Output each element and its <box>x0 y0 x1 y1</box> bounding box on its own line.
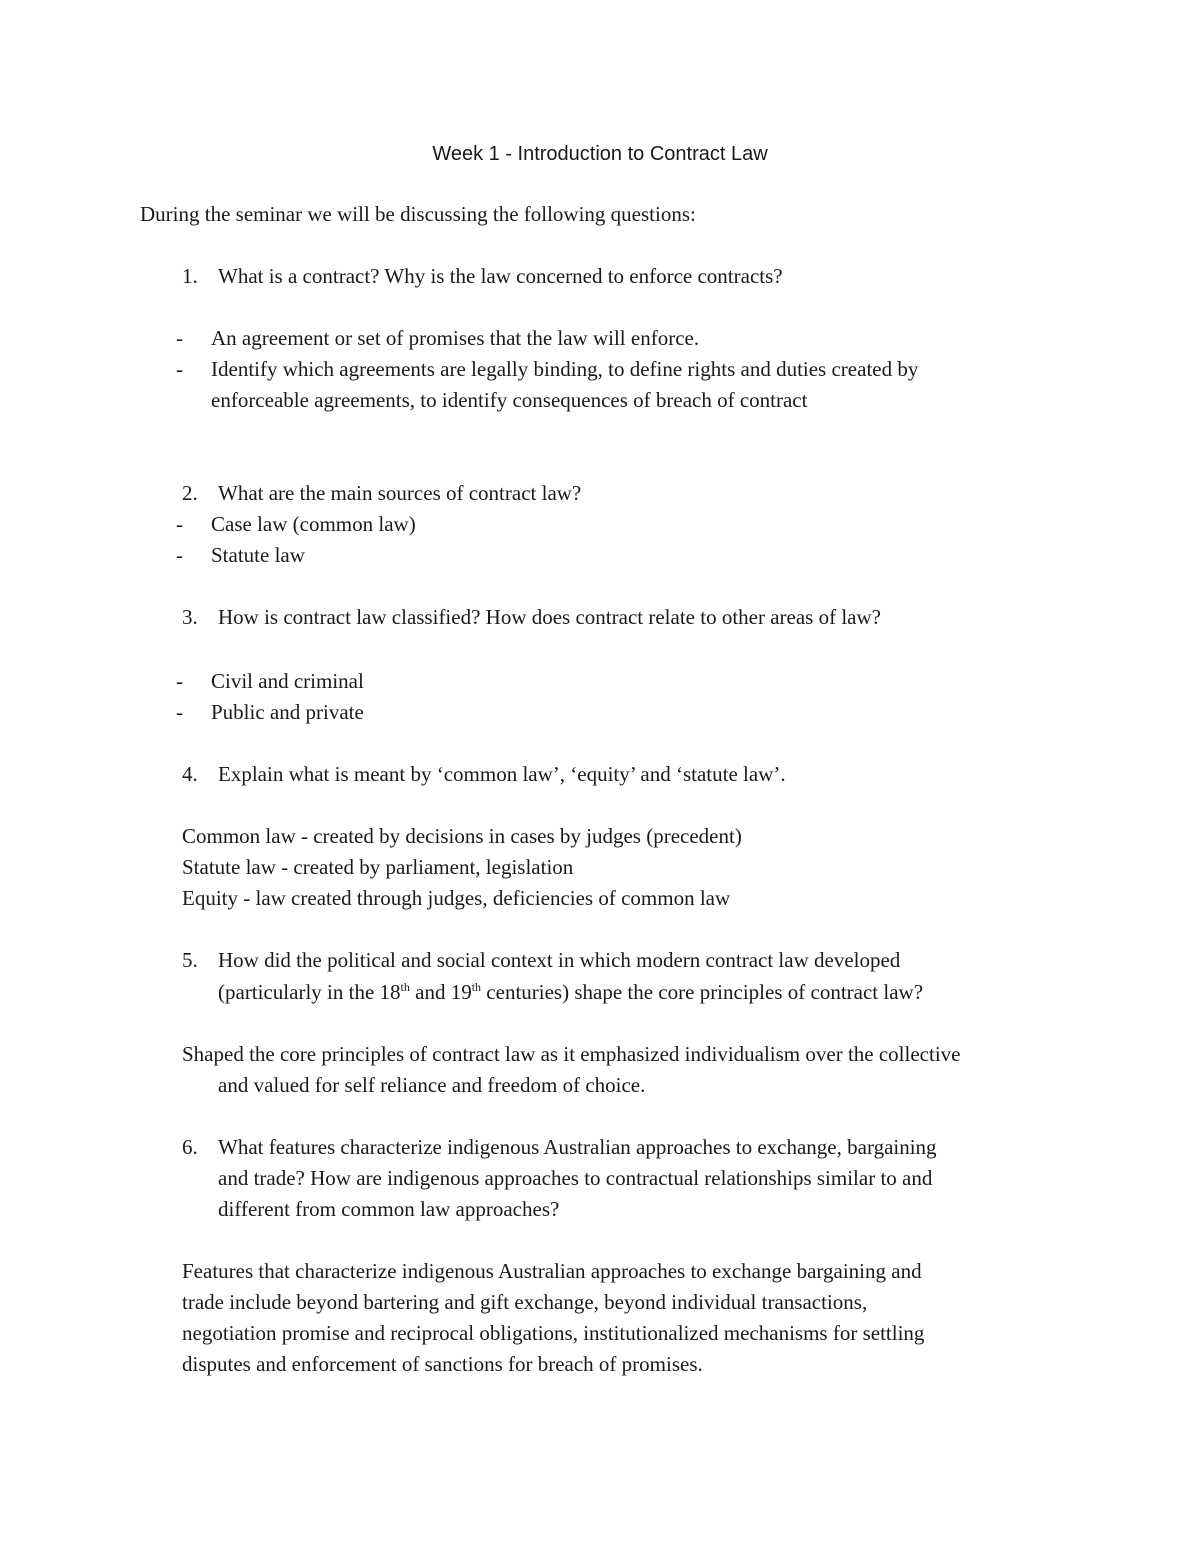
page-title: Week 1 - Introduction to Contract Law <box>432 143 768 165</box>
question-text-continuation: and trade? How are indigenous approaches to contractual relationships similar to and <box>218 1166 933 1190</box>
question-text-continuation <box>218 980 923 1004</box>
question-number: 1. <box>182 264 198 288</box>
answer-bullet: Public and private <box>211 700 364 724</box>
question-text-continuation: different from common law approaches? <box>218 1197 560 1221</box>
answer-bullet: Statute law <box>211 543 305 567</box>
answer-line: Statute law - created by parliament, legislation <box>182 855 574 879</box>
bullet-dash: - <box>176 326 183 350</box>
answer-line: disputes and enforcement of sanctions for breach of promises. <box>182 1352 703 1376</box>
bullet-dash: - <box>176 512 183 536</box>
question-number: 6. <box>182 1135 198 1159</box>
answer-line: Features that characterize indigenous Australian approaches to exchange bargaining and <box>182 1259 922 1283</box>
question-text-part: (particularly in the 18 <box>218 980 401 1004</box>
answer-line: Common law - created by decisions in cases by judges (precedent) <box>182 824 742 848</box>
answer-line: trade include beyond bartering and gift exchange, beyond individual transactions, <box>182 1290 868 1314</box>
answer-line: and valued for self reliance and freedom of choice. <box>218 1073 646 1097</box>
question-text-part: centuries) shape the core principles of contract law? <box>481 980 924 1004</box>
answer-bullet-continuation: enforceable agreements, to identify consequences of breach of contract <box>211 388 808 412</box>
answer-bullet: An agreement or set of promises that the law will enforce. <box>211 326 700 350</box>
question-text: What are the main sources of contract law? <box>218 481 582 505</box>
bullet-dash: - <box>176 543 183 567</box>
question-number: 2. <box>182 481 198 505</box>
answer-bullet: Identify which agreements are legally binding, to define rights and duties created by <box>211 357 919 381</box>
ordinal-suffix: th <box>471 980 482 994</box>
question-text: What features characterize indigenous Australian approaches to exchange, bargaining <box>218 1135 937 1159</box>
answer-line: Equity - law created through judges, deficiencies of common law <box>182 886 731 910</box>
question-text: Explain what is meant by ‘common law’, ‘equity’ and ‘statute law’. <box>218 762 786 786</box>
answer-bullet: Case law (common law) <box>211 512 416 536</box>
question-text-part: and 19 <box>409 980 472 1004</box>
question-number: 4. <box>182 762 198 786</box>
answer-bullet: Civil and criminal <box>211 669 364 693</box>
question-text: What is a contract? Why is the law concerned to enforce contracts? <box>218 264 783 288</box>
ordinal-suffix: th <box>400 980 410 994</box>
question-text: How is contract law classified? How does contract relate to other areas of law? <box>218 605 881 629</box>
bullet-dash: - <box>176 669 183 693</box>
bullet-dash: - <box>176 357 183 381</box>
answer-line: Shaped the core principles of contract law as it emphasized individualism over the collective <box>182 1042 961 1066</box>
question-text: How did the political and social context in which modern contract law developed <box>218 948 901 972</box>
question-number: 3. <box>182 605 198 629</box>
intro-text: During the seminar we will be discussing the following questions: <box>140 202 696 226</box>
answer-line: negotiation promise and reciprocal obligations, institutionalized mechanisms for settling <box>182 1321 925 1345</box>
bullet-dash: - <box>176 700 183 724</box>
question-number: 5. <box>182 948 198 972</box>
